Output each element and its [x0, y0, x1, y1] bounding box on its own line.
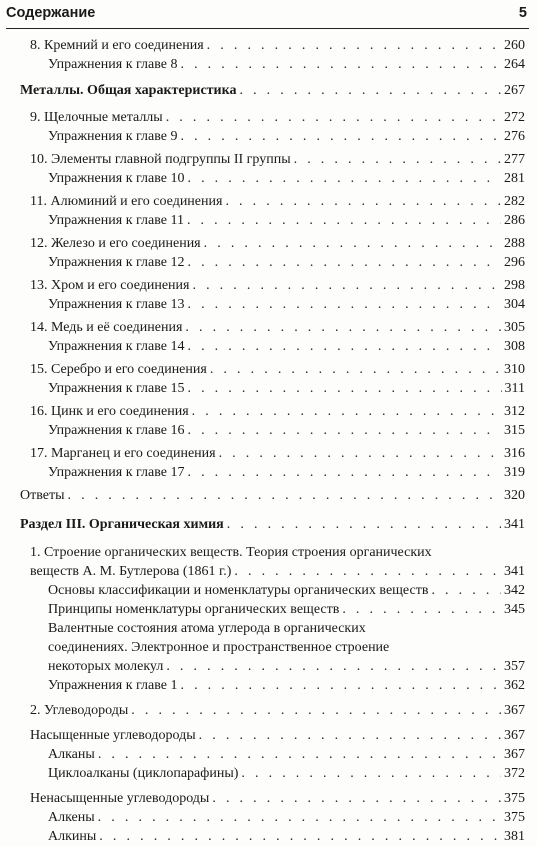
toc-entry-page: 272 [504, 110, 525, 125]
dot-leader [187, 211, 501, 230]
dot-leader [166, 657, 501, 676]
toc-entry [20, 360, 525, 379]
toc-entry-line: Валентные состояния атома углерода в органических [48, 621, 366, 636]
toc-part-entry [20, 515, 525, 534]
dot-leader [431, 581, 501, 600]
toc-entry-title: 10. Элементы главной подгруппы II группы [30, 152, 291, 167]
toc-entry-title: Металлы. Общая характеристика [20, 83, 237, 98]
toc-entry-title: 16. Цинк и его соединения [30, 404, 189, 419]
dot-leader [187, 463, 501, 482]
table-of-contents [20, 36, 525, 846]
toc-entry [20, 402, 525, 421]
dot-leader [187, 337, 501, 356]
toc-entry-title: Упражнения к главе 14 [48, 339, 185, 354]
toc-entry-title: некоторых молекул [48, 659, 164, 674]
toc-entry-page: 341 [504, 564, 525, 579]
dot-leader [98, 745, 501, 764]
toc-entry-page: 311 [504, 381, 525, 396]
dot-leader [180, 55, 501, 74]
toc-entry-title: Ненасыщенные углеводороды [30, 791, 210, 806]
toc-entry-title: Упражнения к главе 8 [48, 57, 178, 72]
toc-entry [20, 127, 525, 146]
dot-leader [207, 36, 501, 55]
dot-leader [180, 676, 501, 695]
toc-entry-title: Алканы [48, 747, 95, 762]
dot-leader [187, 421, 501, 440]
toc-entry [20, 463, 525, 482]
toc-entry-title: Раздел III. Органическая химия [20, 517, 224, 532]
toc-entry [20, 600, 525, 619]
toc-entry-page: 312 [504, 404, 525, 419]
toc-entry-title: 8. Кремний и его соединения [30, 38, 204, 53]
toc-entry-page: 362 [504, 678, 525, 693]
toc-entry-page: 310 [504, 362, 525, 377]
toc-entry-title: Упражнения к главе 17 [48, 465, 185, 480]
toc-entry-page: 264 [504, 57, 525, 72]
toc-entry-title: Насыщенные углеводороды [30, 728, 196, 743]
toc-entry-title: Алкены [48, 810, 95, 825]
toc-entry-title: Принципы номенклатуры органических веществ [48, 602, 340, 617]
toc-entry [20, 318, 525, 337]
dot-leader [239, 81, 501, 100]
toc-entry-line: соединениях. Электронное и пространственное строение [48, 640, 390, 655]
toc-entry-page: 372 [504, 766, 525, 781]
toc-entry-title: 9. Щелочные металлы [30, 110, 163, 125]
toc-entry [20, 108, 525, 127]
toc-entry-page: 345 [504, 602, 525, 617]
toc-entry-title: Циклоалканы (циклопарафины) [48, 766, 239, 781]
dot-leader [192, 402, 501, 421]
toc-entry-page: 282 [504, 194, 525, 209]
page-title: Содержание [6, 5, 96, 21]
toc-entry-title: Алкины [48, 829, 97, 844]
toc-entry-page: 381 [504, 829, 525, 844]
toc-entry [20, 764, 525, 783]
toc-entry-page: 320 [504, 488, 525, 503]
toc-entry-title: Основы классификации и номенклатуры органических веществ [48, 583, 429, 598]
toc-entry [20, 657, 525, 676]
toc-entry-page: 267 [504, 83, 525, 98]
toc-entry-page: 316 [504, 446, 525, 461]
toc-entry-title: 15. Серебро и его соединения [30, 362, 207, 377]
toc-entry-page: 367 [504, 728, 525, 743]
toc-entry [20, 55, 525, 74]
toc-entry-page: 341 [504, 517, 525, 532]
toc-entry [20, 169, 525, 188]
toc-entry-page: 260 [504, 38, 525, 53]
dot-leader [294, 150, 501, 169]
toc-entry-page: 296 [504, 255, 525, 270]
toc-entry [20, 745, 525, 764]
toc-entry-title: Упражнения к главе 15 [48, 381, 185, 396]
toc-entry-title: веществ А. М. Бутлерова (1861 г.) [30, 564, 232, 579]
toc-entry [20, 486, 525, 505]
toc-entry-page: 276 [504, 129, 525, 144]
toc-entry [20, 150, 525, 169]
toc-entry-title: 11. Алюминий и его соединения [30, 194, 223, 209]
toc-entry-page: 319 [504, 465, 525, 480]
dot-leader [187, 295, 501, 314]
toc-entry [20, 211, 525, 230]
toc-entry [20, 337, 525, 356]
toc-entry-title: 12. Железо и его соединения [30, 236, 201, 251]
toc-entry-page: 357 [504, 659, 525, 674]
toc-entry-page: 281 [504, 171, 525, 186]
toc-entry-page: 308 [504, 339, 525, 354]
dot-leader [99, 827, 501, 846]
dot-leader [185, 318, 501, 337]
toc-entry [20, 444, 525, 463]
dot-leader [98, 808, 501, 827]
toc-entry-page: 375 [504, 791, 525, 806]
toc-entry-page: 288 [504, 236, 525, 251]
toc-entry [20, 36, 525, 55]
toc-entry [20, 276, 525, 295]
toc-entry-title: 13. Хром и его соединения [30, 278, 190, 293]
page-number: 5 [518, 5, 527, 21]
toc-entry-page: 375 [504, 810, 525, 825]
dot-leader [199, 726, 501, 745]
dot-leader [241, 764, 501, 783]
toc-entry-page: 298 [504, 278, 525, 293]
toc-entry-title: Ответы [20, 488, 65, 503]
toc-entry [20, 581, 525, 600]
dot-leader [204, 234, 501, 253]
toc-entry-page: 304 [504, 297, 525, 312]
dot-leader [131, 701, 501, 720]
toc-entry-title: Упражнения к главе 9 [48, 129, 178, 144]
dot-leader [187, 253, 501, 272]
toc-entry [20, 676, 525, 695]
toc-entry-title: 17. Марганец и его соединения [30, 446, 216, 461]
dot-leader [187, 379, 501, 398]
toc-entry-page: 277 [504, 152, 525, 167]
toc-entry [20, 562, 525, 581]
toc-entry-page: 305 [504, 320, 525, 335]
dot-leader [227, 515, 501, 534]
toc-entry [20, 701, 525, 720]
dot-leader [192, 276, 501, 295]
dot-leader [212, 789, 501, 808]
toc-entry-title: Упражнения к главе 10 [48, 171, 185, 186]
toc-entry-page: 315 [504, 423, 525, 438]
toc-entry [20, 379, 525, 398]
toc-entry [20, 808, 525, 827]
toc-entry [20, 789, 525, 808]
toc-entry-title: 14. Медь и её соединения [30, 320, 183, 335]
toc-entry-page: 367 [504, 747, 525, 762]
toc-entry [20, 726, 525, 745]
toc-entry-line: 1. Строение органических веществ. Теория строения органических [30, 545, 432, 560]
dot-leader [166, 108, 501, 127]
toc-entry-title: Упражнения к главе 1 [48, 678, 178, 693]
toc-entry-page: 342 [504, 583, 525, 598]
toc-entry [20, 192, 525, 211]
toc-entry [20, 253, 525, 272]
toc-entry [20, 421, 525, 440]
dot-leader [234, 562, 501, 581]
dot-leader [210, 360, 501, 379]
toc-entry-title: Упражнения к главе 16 [48, 423, 185, 438]
dot-leader [68, 486, 502, 505]
toc-entry-title: Упражнения к главе 12 [48, 255, 185, 270]
page-header [6, 4, 529, 29]
dot-leader [225, 192, 501, 211]
dot-leader [187, 169, 501, 188]
toc-part-entry [20, 81, 525, 100]
dot-leader [342, 600, 501, 619]
toc-entry [20, 827, 525, 846]
toc-entry [20, 295, 525, 314]
dot-leader [219, 444, 501, 463]
toc-entry-page: 286 [504, 213, 525, 228]
toc-entry-title: Упражнения к главе 11 [48, 213, 184, 228]
toc-entry-title: Упражнения к главе 13 [48, 297, 185, 312]
toc-entry [20, 234, 525, 253]
toc-entry-title: 2. Углеводороды [30, 703, 129, 718]
dot-leader [180, 127, 501, 146]
toc-entry-page: 367 [504, 703, 525, 718]
